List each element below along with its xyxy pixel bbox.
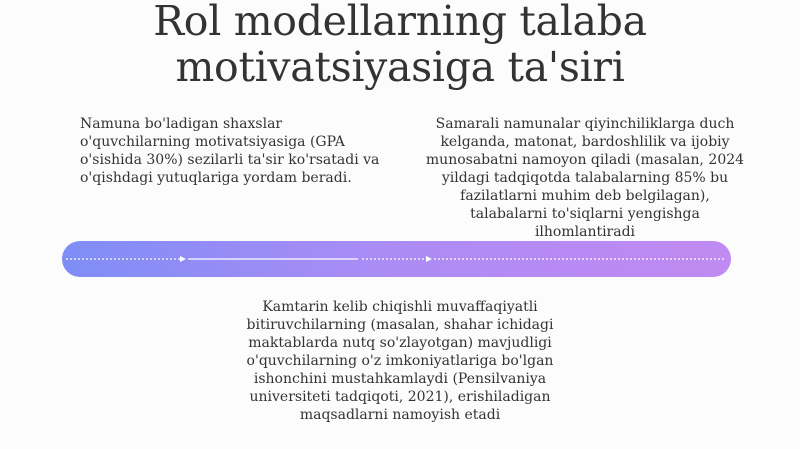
arrow-head-icon: [426, 256, 432, 262]
page-title: [0, 0, 800, 90]
timeline-arrows: [62, 241, 731, 277]
timeline-item-1-text: Namuna bo'ladigan shaxslar o'quvchilarning motivatsiyasiga (GPA o'sishida 30%) sezilarli ta'sir ko'rsatadi va o'qishdagi yutuqlariga yordam beradi.: [80, 116, 380, 186]
timeline-item-3-text: Kamtarin kelib chiqishli muvaffaqiyatli bitiruvchilarning (masalan, shahar ichidagi maktablarda nutq so'zlayotgan) mavjudligi o'quvchilarning o'z imkoniyatlariga bo'lgan ishonchini mustahkamlaydi (Pensilvaniya universiteti tadqiqoti, 2021), erishiladigan maqsadlarni namoyish etadi: [246, 299, 554, 423]
arrow-head-icon: [180, 256, 186, 262]
timeline-item-2-text: Samarali namunalar qiyinchiliklarga duch kelganda, matonat, bardoshlilik va ijobiy munosabatni namoyon qiladi (masalan, 2024 yildagi tadqiqotda talabalarning 85% bu fazilatlarni muhim deb belgilagan), talabalarni to'siqlarni yengishga ilhomlantiradi: [425, 116, 745, 240]
title-line-2: motivatsiyasiga ta'siri: [175, 43, 625, 91]
timeline-bar: [62, 241, 731, 277]
title-line-1: Rol modellarning talaba: [153, 0, 647, 45]
